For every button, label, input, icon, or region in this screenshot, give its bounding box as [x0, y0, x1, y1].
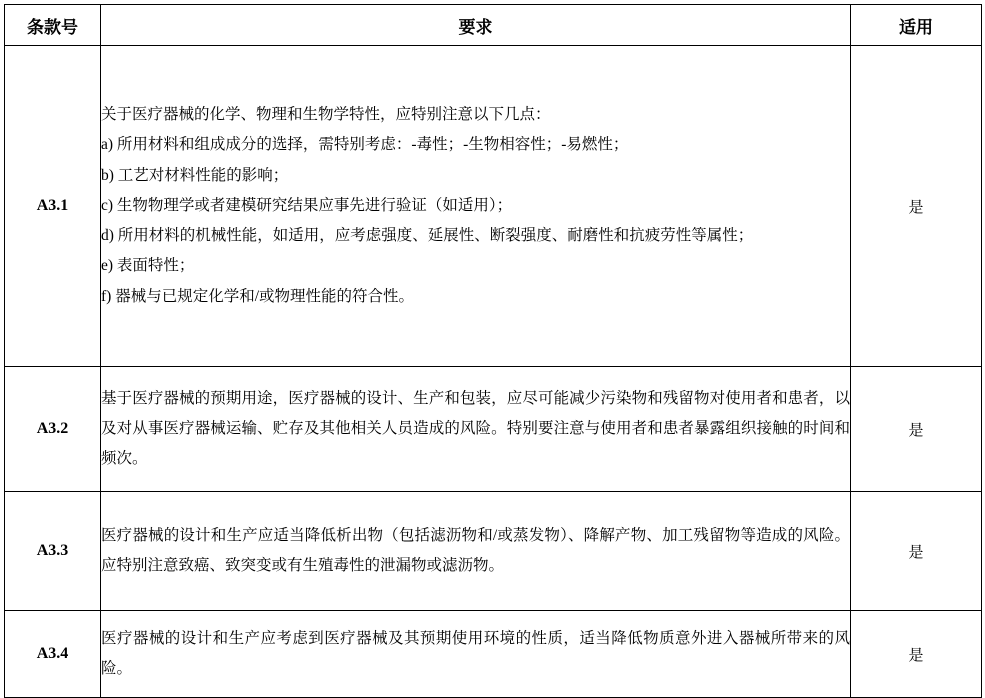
- table-row: [5, 46, 982, 367]
- requirement-line: d) 所用材料的机械性能，如适用，应考虑强度、延展性、断裂强度、耐磨性和抗疲劳性等属性；: [101, 227, 754, 245]
- requirement-line: c) 生物物理学或者建模研究结果应事先进行验证（如适用）；: [101, 196, 513, 214]
- table-header: [5, 5, 982, 46]
- requirement-line: b) 工艺对材料性能的影响；: [101, 166, 289, 184]
- document-page: [0, 4, 985, 677]
- requirement-line: 基于医疗器械的预期用途，医疗器械的设计、生产和包装，应尽可能减少污染物和残留物对使用者和患者，以及对从事医疗器械运输、贮存及其他相关人员造成的风险。特别要注意与使用者和患者暴露组织接触的时间和频次。: [101, 389, 850, 468]
- table-row: [5, 611, 982, 698]
- clause-number: A3.2: [5, 367, 101, 492]
- requirements-table: [4, 4, 982, 698]
- column-header-clause: 条款号: [5, 5, 101, 46]
- clause-number: A3.3: [5, 492, 101, 611]
- requirement-line: f) 器械与已规定化学和/或物理性能的符合性。: [101, 287, 415, 305]
- requirement-text: [101, 46, 851, 367]
- applicable-value: 是: [851, 611, 982, 698]
- applicable-value: 是: [851, 46, 982, 367]
- column-header-requirement: 要求: [101, 5, 851, 46]
- requirement-text: [101, 367, 851, 492]
- table-row: [5, 492, 982, 611]
- applicable-value: 是: [851, 492, 982, 611]
- requirement-text: [101, 611, 851, 698]
- clause-number: A3.4: [5, 611, 101, 698]
- requirement-line: e) 表面特性；: [101, 257, 195, 275]
- requirement-line: 关于医疗器械的化学、物理和生物学特性，应特别注意以下几点：: [101, 106, 551, 124]
- requirement-text: [101, 492, 851, 611]
- column-header-applicable: 适用: [851, 5, 982, 46]
- clause-number: A3.1: [5, 46, 101, 367]
- requirement-line: 医疗器械的设计和生产应考虑到医疗器械及其预期使用环境的性质，适当降低物质意外进入器械所带来的风险。: [101, 629, 850, 677]
- table-row: [5, 367, 982, 492]
- requirement-line: 医疗器械的设计和生产应适当降低析出物（包括滤沥物和/或蒸发物）、降解产物、加工残留物等造成的风险。应特别注意致癌、致突变或有生殖毒性的泄漏物或滤沥物。: [101, 526, 850, 574]
- applicable-value: 是: [851, 367, 982, 492]
- table-header-row: [5, 5, 982, 46]
- requirement-line: a) 所用材料和组成成分的选择，需特别考虑：-毒性；-生物相容性；-易燃性；: [101, 136, 629, 154]
- table-body: [5, 46, 982, 698]
